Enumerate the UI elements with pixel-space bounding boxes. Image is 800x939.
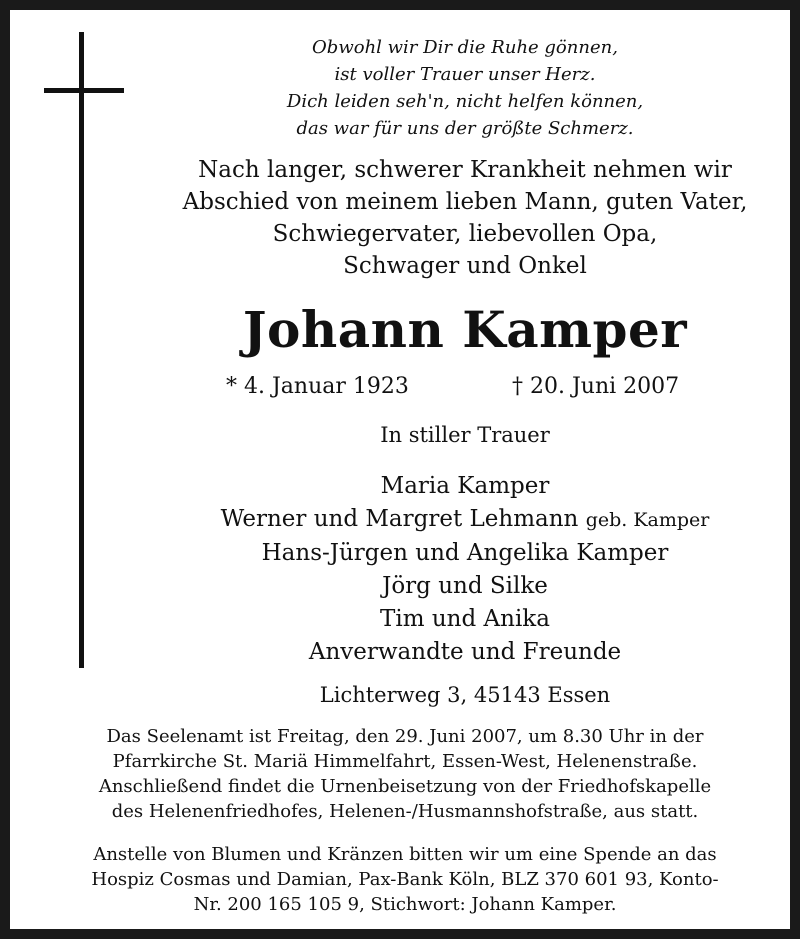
intro-line: Schwiegervater, liebevollen Opa,	[272, 221, 658, 247]
family-line: Maria Kamper	[380, 473, 550, 499]
family-list	[150, 470, 780, 669]
service-line: Anschließend findet die Urnenbeisetzung von der Friedhofskapelle	[98, 776, 712, 797]
family-line: Hans-Jürgen und Angelika Kamper	[261, 540, 669, 566]
poem-line: ist voller Trauer unser Herz.	[334, 64, 596, 85]
family-line-suffix: geb. Kamper	[585, 509, 710, 531]
poem-line: Dich leiden seh'n, nicht helfen können,	[286, 91, 644, 112]
service-line: Pfarrkirche St. Mariä Himmelfahrt, Essen-West, Helenenstraße.	[112, 751, 698, 772]
death-date: † 20. Juni 2007	[512, 374, 680, 399]
birth-date: * 4. Januar 1923	[226, 374, 409, 399]
intro-text	[150, 154, 780, 282]
address: Lichterweg 3, 45143 Essen	[319, 683, 611, 707]
service-line: des Helenenfriedhofes, Helenen-/Husmannshofstraße, aus statt.	[111, 801, 699, 822]
donation-line: Hospiz Cosmas und Damian, Pax-Bank Köln, BLZ 370 601 93, Konto-	[91, 869, 719, 890]
family-line: Anverwandte und Freunde	[308, 639, 622, 665]
service-info	[50, 724, 760, 824]
poem-line: Obwohl wir Dir die Ruhe gönnen,	[312, 37, 618, 58]
donation-line: Anstelle von Blumen und Kränzen bitten wir um eine Spende an das	[93, 844, 717, 865]
family-line	[150, 503, 780, 537]
mourning-line: In stiller Trauer	[380, 423, 550, 447]
intro-line: Nach langer, schwerer Krankheit nehmen wir	[198, 157, 732, 183]
service-line: Das Seelenamt ist Freitag, den 29. Juni 2007, um 8.30 Uhr in der	[106, 726, 704, 747]
deceased-name: Johann Kamper	[242, 300, 688, 359]
cross-horizontal-bar	[44, 88, 124, 93]
donation-line: Nr. 200 165 105 9, Stichwort: Johann Kamper.	[193, 894, 617, 915]
family-line-main: Werner und Margret Lehmann	[220, 506, 579, 532]
intro-line: Schwager und Onkel	[343, 253, 587, 279]
donation-info	[50, 842, 760, 917]
poem	[150, 34, 780, 142]
poem-line: das war für uns der größte Schmerz.	[296, 118, 634, 139]
cross-vertical-bar	[79, 32, 84, 668]
intro-line: Abschied von meinem lieben Mann, guten Vater,	[182, 189, 748, 215]
family-line: Tim und Anika	[380, 606, 550, 632]
cross-icon	[44, 32, 124, 668]
family-line: Jörg und Silke	[382, 573, 548, 599]
